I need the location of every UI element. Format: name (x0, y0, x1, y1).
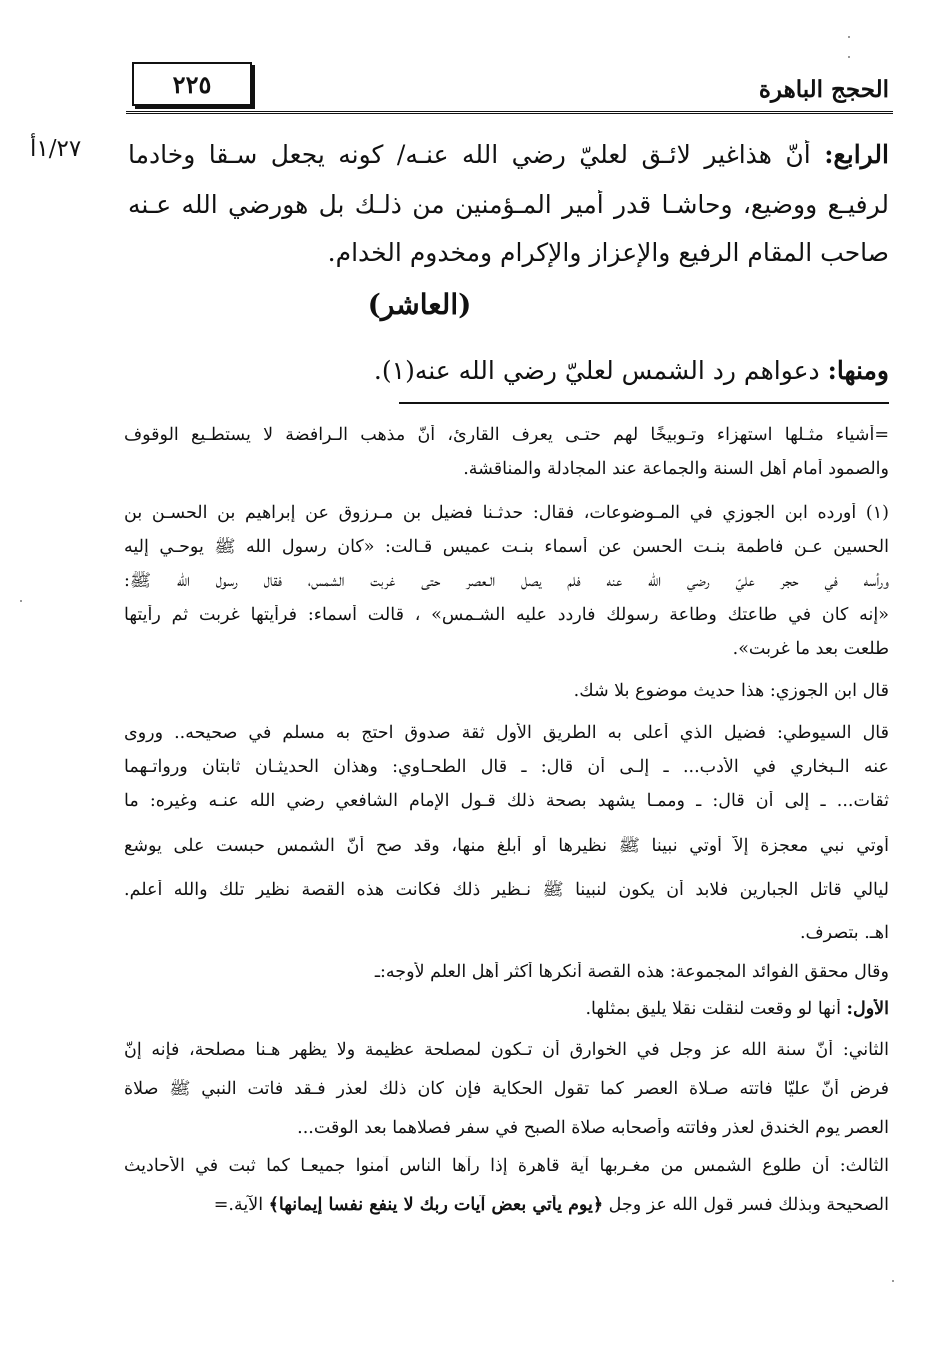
footnote-1-line-1: (١) أورده ابن الجوزي في المـوضوعات، فقال: حدثـنا فضيل بن مـرزوق عن إبراهيم بن الحسـن بن (124, 503, 889, 523)
footnote-1-line-16: فرض أنّ عليّا فاتته صـلاة العصر كما تقول الحكاية فإن كان ذلك لعذر فـقد فاتت النبي ﷺ صلاة (124, 1079, 889, 1099)
footnote-1-line-8: عنه الـبخاري في الأدب... ـ إلـى أن قال: ـ قال الطحـاوي: وهذان الحديثـان ثابتان ورواتـهما (124, 757, 889, 777)
footnote-1-line-17: العصر يوم الخندق لعذر وفاتته وأصحابه صلاة الصبح في سفر فصلاهما بعد الوقت... (297, 1118, 889, 1138)
page-number-box (132, 62, 252, 106)
footnote-1-line-5: طلعت بعد ما غربت». (732, 639, 889, 659)
scan-speck (892, 1280, 894, 1282)
header-rule (126, 111, 893, 114)
main-line-2: لرفيـع ووضيع، وحاشـا قدر أمير المـؤمنين من ذلـك بل هورضي الله عـنه (128, 190, 889, 219)
para-lead-minha: ومنها: (827, 356, 889, 385)
footnote-1-line-19-end: الآية.= (213, 1195, 269, 1215)
footnote-1-line-6: قال ابن الجوزي: هذا حديث موضوع بلا شك. (573, 681, 889, 701)
running-title: الحجج الباهرة (758, 76, 889, 103)
footnote-1-line-10: أوتي نبي معجزة إلاّ أوتي نبينا ﷺ نظيرها أو أبلغ منها، وقد صح أنّ الشمس حبست على يوشع (124, 836, 889, 856)
manuscript-folio-ref: ١/٢٧أ (30, 136, 82, 162)
section-heading: (العاشر) (367, 288, 472, 321)
footnote-1-line-11: ليالي قاتل الجبارين فلابد أن يكون لنبينا ﷺ نـظير ذلك فكانت هذه القصة نظير تلك والله أعلم. (124, 880, 889, 900)
footnote-1-line-14 (124, 999, 889, 1020)
footnote-1-line-2: الحسين عـن فاطمة بنـت الحسن عن أسماء بنـت عميس قـالت: «كان رسول الله ﷺ يوحـي إليه (124, 537, 889, 557)
footnote-1-line-19-start: الصحيحة وبذلك فسر قول الله عز وجل (603, 1195, 889, 1215)
footnote-cont-line-1: =أشياء مثـلها استهزاء وتـوبيخًا لهم حتـى يعرف القارئ، أنّ مذهب الـرافضة لا يستطـيع الوقوف (124, 425, 889, 445)
footnote-1-line-12: اهـ. بتصرف. (799, 923, 889, 943)
quran-verse-quote: ﴿يوم يأتي بعض آيات ربك لا ينفع نفسا إيمانها﴾ (268, 1195, 604, 1215)
main-line-1-text: أنّ هذاغير لائـق لعليّ رضي الله عنـه/ كونه يجعل سـقا وخادما (128, 140, 825, 169)
footnote-1-line-15: الثاني: أنّ سنة الله عز وجل في الخوارق أن تـكون لمصلحة عظيمة ولا يظهر هـنا مصلحة، فإنه إنّ (124, 1040, 889, 1060)
footnote-1-line-9: ثقات... ـ إلى أن قال: ـ وممـا يشهد بصحة ذلك قـول الإمام الشافعي رضي الله عنـه وغيره: ما (124, 791, 889, 811)
scan-speck (848, 36, 850, 38)
footnote-1-line-3: ورأسه في حجر عليّ رضي الله عنه فلم يصل الـعصر حتى غربت الشمس، فقال رسول الله ﷺ: (124, 571, 889, 591)
para-lead-fourth: الرابع: (824, 140, 889, 169)
main-line-1 (128, 140, 889, 170)
main-line-4-text: دعواهم رد الشمس لعليّ رضي الله عنه(١). (373, 356, 828, 385)
footnote-1-line-18: الثالث: أن طلوع الشمس من مغـربها آية قاهرة إذا رآها الناس آمنوا جميعـا كما ثبت في الأحاديث (124, 1156, 889, 1176)
main-line-3: صاحب المقام الرفيع والإعزاز والإكرام ومخدوم الخدام. (327, 238, 889, 267)
footnote-cont-line-2: والصمود أمام أهل السنة والجماعة عند المجادلة والمناقشة. (463, 459, 889, 479)
scan-speck (20, 600, 22, 602)
footnote-point-first-text: أنها لو وقعت لنقلت نقلا يليق بمثلها. (585, 999, 847, 1019)
main-line-4 (128, 356, 889, 386)
page-number: ٢٢٥ (172, 69, 212, 99)
footnote-1-line-4: «إنه كان في طاعتك وطاعة رسولك فاردد عليه الشـمس» ، قالت أسماء: فرأيتها غربت ثم رأيتها (124, 605, 889, 625)
scan-speck (848, 56, 850, 58)
footnote-point-first-lead: الأول: (846, 999, 889, 1019)
footnote-1-line-13: وقال محقق الفوائد المجموعة: هذه القصة أنكرها أكثر أهل العلم لأوجه:ـ (374, 962, 889, 982)
footnote-separator (399, 402, 889, 404)
footnote-1-line-19 (124, 1195, 889, 1216)
footnote-1-line-7: قال السيوطي: فضيل الذي أعلى به الطريق الأول ثقة صدوق احتج به مسلم في صحيحه.. وروى (124, 723, 889, 743)
